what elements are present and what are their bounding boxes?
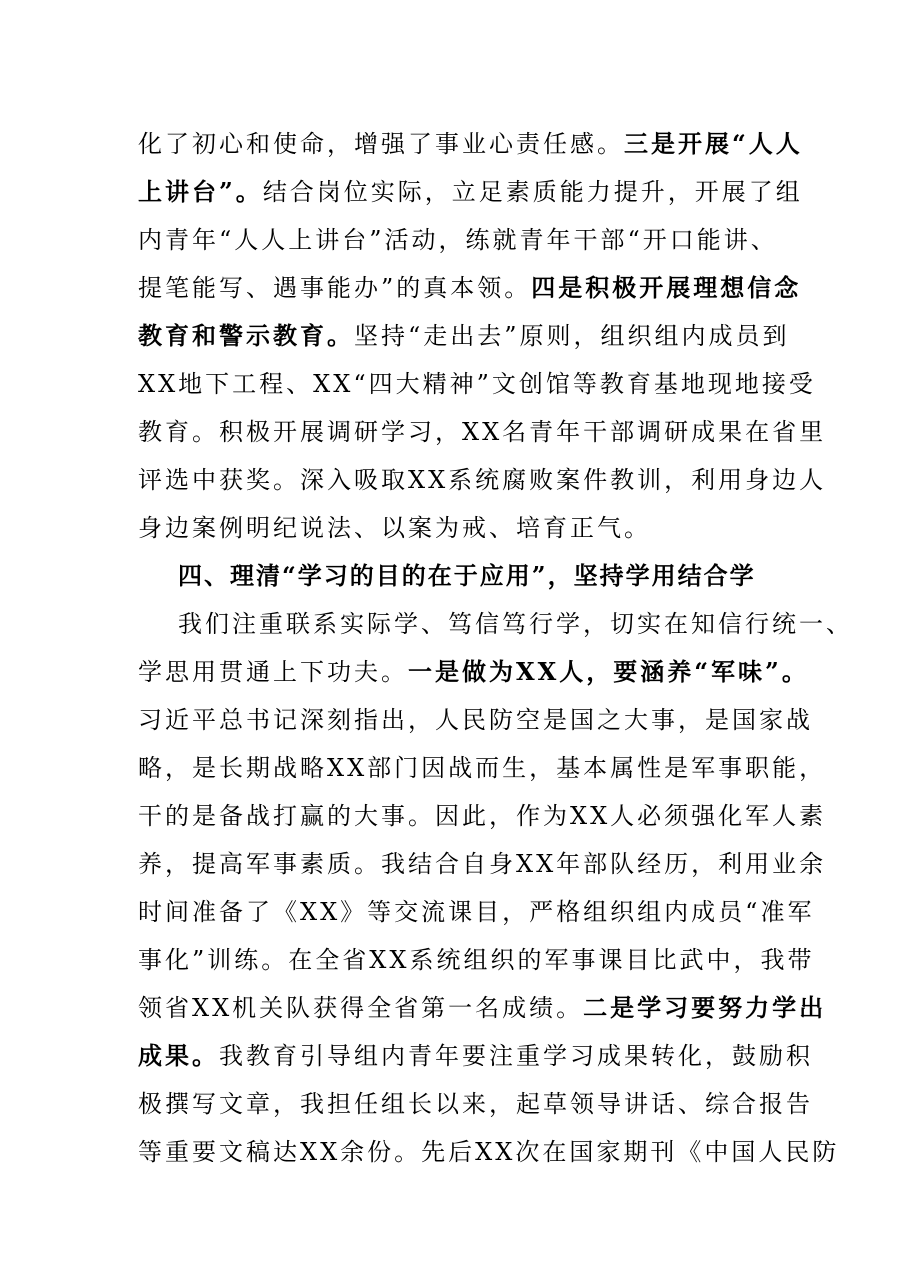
text-run: 领省XX机关队获得全省第一名成绩。 xyxy=(138,994,584,1022)
text-line-21 xyxy=(138,1089,813,1119)
text-run: 坚持“走出去”原则，组织组内成员到 xyxy=(354,322,790,350)
heading-text: 四、理清“学习的目的在于应用”，坚持学用结合学 xyxy=(178,561,756,590)
text-line-22 xyxy=(138,1137,839,1167)
section-heading xyxy=(178,561,756,591)
text-run: 教育。积极开展调研学习，XX名青年干部调研成果在省里 xyxy=(138,418,827,446)
text-line-3 xyxy=(138,225,778,255)
bold-text-run: 教育和警示教育。 xyxy=(138,321,354,350)
text-run: 事化”训练。在全省XX系统组织的军事课目比武中，我带 xyxy=(138,946,815,974)
text-run: 结合岗位实际，立足素质能力提升，开展了组 xyxy=(262,178,803,206)
bold-text-run: 二是学习要努力学出 xyxy=(583,993,827,1022)
text-line-20 xyxy=(138,1041,813,1071)
text-run: 化了初心和使命，增强了事业心责任感。 xyxy=(138,130,624,158)
text-run: 评选中获奖。深入吸取XX系统腐败案件教训，利用身边人 xyxy=(138,466,827,494)
text-line-2 xyxy=(138,177,803,207)
text-run: 养，提高军事素质。我结合自身XX年部队经历，利用业余 xyxy=(138,850,827,878)
text-run: 我教育引导组内青年要注重学习成果转化，鼓励积 xyxy=(219,1042,813,1070)
text-line-12 xyxy=(138,657,809,687)
bold-text-run: 一是做为XX人，要涵养“军味”。 xyxy=(408,657,809,686)
text-line-19 xyxy=(138,993,826,1023)
text-line-8 xyxy=(138,465,826,495)
text-run: 学思用贯通上下功夫。 xyxy=(138,658,408,686)
text-line-1 xyxy=(138,129,803,159)
text-run: 身边案例明纪说法、以案为戒、培育正气。 xyxy=(138,514,651,542)
text-run: 略，是长期战略XX部门因战而生，基本属性是军事职能， xyxy=(138,754,827,782)
text-run: 提笔能写、遇事能办”的真本领。 xyxy=(138,274,532,302)
text-run: XX地下工程、XX“四大精神”文创馆等教育基地现地接受 xyxy=(138,370,816,398)
text-run: 等重要文稿达XX余份。先后XX次在国家期刊《中国人民防 xyxy=(138,1138,840,1166)
text-line-11 xyxy=(178,609,853,639)
text-line-16 xyxy=(138,849,826,879)
text-line-18 xyxy=(138,945,814,975)
text-run: 干的是备战打赢的大事。因此，作为XX人必须强化军人素 xyxy=(138,802,827,830)
text-line-6 xyxy=(138,369,816,399)
bold-text-run: 成果。 xyxy=(138,1041,219,1070)
text-run: 我们注重联系实际学、笃信笃行学，切实在知信行统一、 xyxy=(178,610,853,638)
text-line-7 xyxy=(138,417,826,447)
text-line-15 xyxy=(138,801,826,831)
bold-text-run: 上讲台”。 xyxy=(138,177,263,206)
text-run: 时间准备了《XX》等交流课目，严格组织组内成员“准军 xyxy=(138,898,815,926)
text-line-5 xyxy=(138,321,790,351)
bold-text-run: 四是积极开展理想信念 xyxy=(531,273,802,302)
text-line-14 xyxy=(138,753,826,783)
text-run: 极撰写文章，我担任组长以来，起草领导讲话、综合报告 xyxy=(138,1090,813,1118)
text-run: 内青年“人人上讲台”活动，练就青年干部“开口能讲、 xyxy=(138,226,778,254)
bold-text-run: 三是开展“人人 xyxy=(624,129,803,158)
text-line-9 xyxy=(138,513,651,543)
text-line-13 xyxy=(138,705,813,735)
text-run: 习近平总书记深刻指出，人民防空是国之大事，是国家战 xyxy=(138,706,813,734)
text-line-17 xyxy=(138,897,814,927)
text-line-4 xyxy=(138,273,801,303)
